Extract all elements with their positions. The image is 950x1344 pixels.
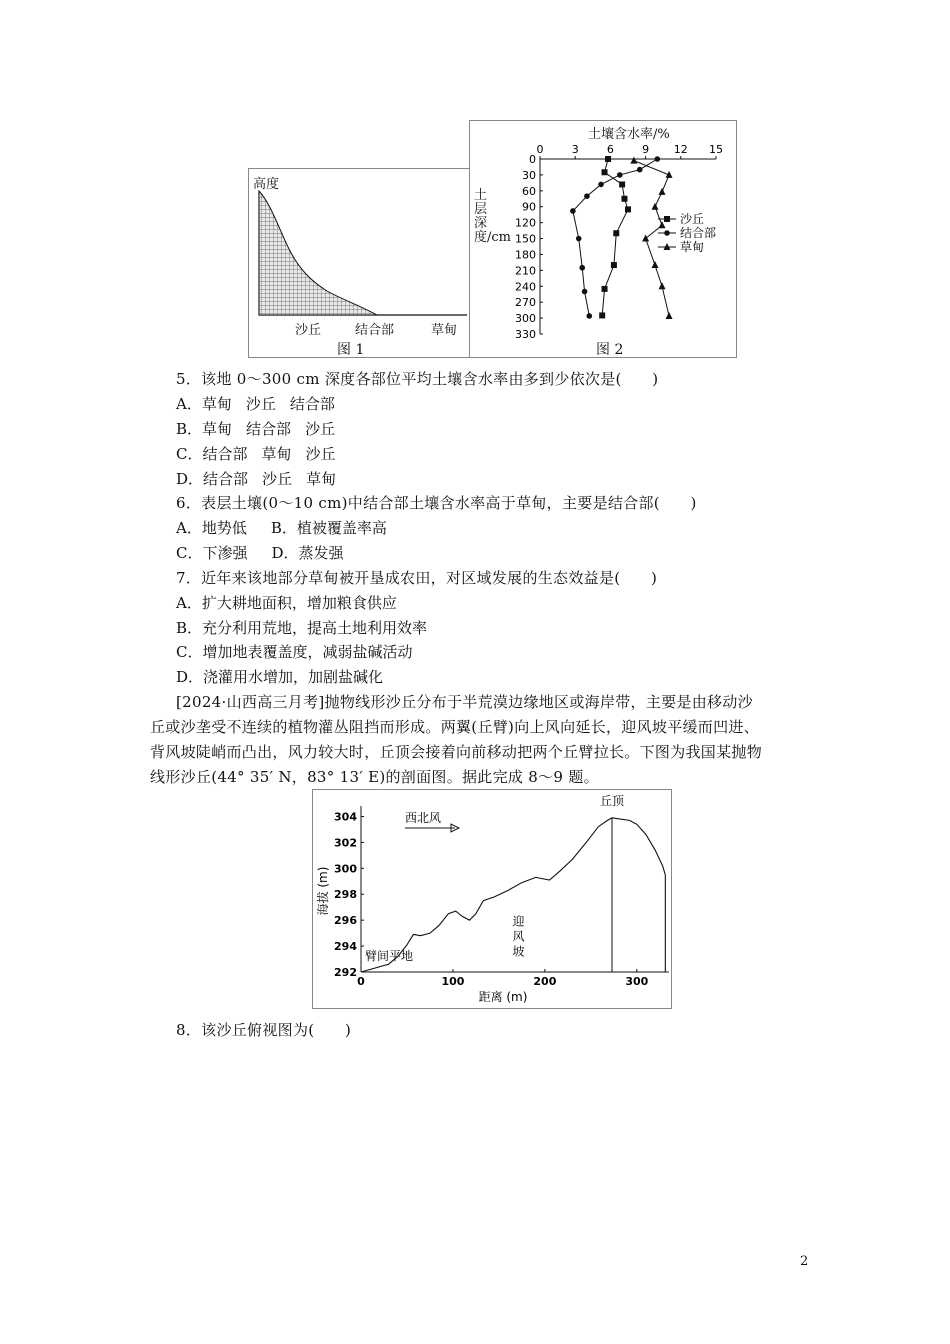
fig1-x-label-meadow: 草甸 bbox=[431, 323, 458, 338]
fig2-data-point bbox=[630, 157, 637, 164]
fig3-y-tick-label: 292 bbox=[334, 966, 357, 979]
fig2-legend-label: 草甸 bbox=[680, 240, 705, 254]
fig2-y-tick-label: 300 bbox=[515, 312, 536, 326]
fig2-x-tick-label: 15 bbox=[709, 143, 723, 156]
fig2-data-point bbox=[611, 262, 617, 268]
fig2-y-tick-label: 0 bbox=[529, 153, 536, 166]
fig2-title: 土壤含水率/% bbox=[588, 127, 670, 142]
fig2-legend-marker bbox=[664, 216, 670, 222]
passage-line-3: 背风坡陡峭而凸出，风力较大时，丘顶会接着向前移动把两个丘臂拉长。下图为我国某抛物 bbox=[150, 743, 763, 761]
fig3-y-tick-label: 300 bbox=[334, 862, 357, 876]
fig2-y-tick-label: 180 bbox=[515, 248, 536, 262]
fig2-legend-label: 结合部 bbox=[680, 226, 717, 240]
fig2-data-point bbox=[598, 182, 604, 188]
fig2-y-tick-label: 240 bbox=[515, 280, 536, 294]
fig2-data-point bbox=[579, 265, 585, 271]
fig2-y-label: 土层深度/cm bbox=[474, 188, 511, 245]
fig2-y-tick-label: 90 bbox=[522, 200, 536, 214]
fig1-terrain-profile bbox=[259, 191, 377, 315]
fig2-data-point bbox=[655, 156, 661, 162]
q6-row-1 bbox=[176, 517, 387, 538]
fig2-data-point bbox=[617, 172, 623, 178]
option-label: B． bbox=[176, 420, 203, 438]
option-part: 草甸 bbox=[261, 445, 292, 463]
q5-option-c[interactable] bbox=[176, 443, 336, 464]
fig3-chart bbox=[313, 790, 671, 1008]
q7-option-a[interactable]: A．扩大耕地面积，增加粮食供应 bbox=[176, 594, 397, 612]
fig2-x-tick-label: 6 bbox=[606, 143, 614, 156]
fig2-data-point bbox=[599, 312, 605, 318]
fig1-x-label-junction: 结合部 bbox=[355, 323, 395, 338]
option-part: 沙丘 bbox=[305, 445, 336, 463]
q6-option-a[interactable]: A．地势低 bbox=[176, 519, 247, 537]
fig2-y-tick-label: 210 bbox=[515, 264, 536, 278]
fig2-caption: 图 2 bbox=[596, 342, 624, 358]
passage-line-1: [2024·山西高三月考]抛物线形沙丘分布于半荒漠边缘地区或海岸带，主要是由移动沙 bbox=[176, 693, 753, 711]
fig2-data-point bbox=[613, 230, 619, 236]
q5-option-b[interactable] bbox=[176, 418, 335, 439]
figure-3-dune-profile bbox=[312, 789, 672, 1009]
option-label: D． bbox=[176, 470, 204, 488]
option-part: 沙丘 bbox=[245, 395, 276, 413]
option-label: A． bbox=[176, 395, 202, 413]
fig2-y-tick-label: 60 bbox=[522, 184, 536, 198]
fig2-data-point bbox=[582, 289, 588, 295]
fig3-x-axis-label: 距离 (m) bbox=[478, 990, 528, 1004]
page-number: 2 bbox=[800, 1254, 809, 1269]
fig2-data-point bbox=[651, 203, 658, 210]
fig3-x-tick-label: 100 bbox=[441, 975, 465, 988]
fig1-caption: 图 1 bbox=[337, 342, 365, 358]
question-8-stem: 8．该沙丘俯视图为( ) bbox=[176, 1021, 352, 1039]
option-part: 草甸 bbox=[306, 470, 337, 488]
fig2-y-tick-label: 30 bbox=[522, 168, 536, 182]
fig2-data-point bbox=[605, 156, 611, 162]
fig3-x-tick-label: 300 bbox=[625, 975, 649, 988]
question-5-stem: 5．该地 0～300 cm 深度各部位平均土壤含水率由多到少依次是( ) bbox=[176, 370, 659, 388]
fig2-x-tick-label: 0 bbox=[536, 143, 544, 156]
fig2-series-line bbox=[634, 161, 669, 316]
fig3-y-tick-label: 296 bbox=[334, 914, 357, 928]
fig2-data-point bbox=[621, 196, 627, 202]
fig3-windward-slope-label: 迎风坡 bbox=[511, 915, 525, 960]
fig2-data-point bbox=[602, 286, 608, 292]
option-label: C． bbox=[176, 445, 203, 463]
q6-option-b[interactable]: B．植被覆盖率高 bbox=[270, 519, 387, 537]
q6-option-d[interactable]: D．蒸发强 bbox=[271, 544, 344, 562]
fig3-x-tick-label: 200 bbox=[533, 975, 557, 988]
fig2-data-point bbox=[584, 193, 590, 199]
fig2-data-point bbox=[666, 312, 673, 319]
fig2-data-point bbox=[625, 206, 631, 212]
fig2-data-point bbox=[642, 235, 649, 242]
passage-line-2: 丘或沙垄受不连续的植物灌丛阻挡而形成。两翼(丘臂)向上风向延长，迎风坡平缓而凹进、 bbox=[150, 718, 760, 736]
fig2-data-point bbox=[619, 181, 625, 187]
fig2-y-tick-label: 120 bbox=[515, 216, 536, 230]
fig2-x-tick-label: 3 bbox=[571, 143, 579, 156]
fig3-y-axis-label: 海拔 (m) bbox=[316, 866, 330, 916]
option-part: 结合部 bbox=[246, 420, 292, 438]
fig3-wind-label: 西北风 bbox=[405, 811, 442, 825]
figure-1 bbox=[248, 168, 470, 358]
fig2-x-tick-label: 9 bbox=[642, 143, 650, 156]
fig3-interarm-flat-label: 臂间平地 bbox=[365, 949, 414, 963]
question-7-stem: 7．近年来该地部分草甸被开垦成农田，对区域发展的生态效益是( ) bbox=[176, 569, 658, 587]
fig2-data-point bbox=[659, 188, 666, 195]
fig3-y-tick-label: 304 bbox=[334, 810, 357, 824]
fig2-data-point bbox=[586, 313, 592, 319]
q7-option-b[interactable]: B．充分利用荒地，提高土地利用效率 bbox=[176, 619, 428, 637]
fig1-y-label: 高度 bbox=[253, 177, 280, 192]
fig3-y-tick-label: 294 bbox=[334, 940, 357, 954]
q6-option-c[interactable]: C．下渗强 bbox=[176, 544, 248, 562]
q7-option-c[interactable]: C．增加地表覆盖度，减弱盐碱活动 bbox=[176, 643, 413, 661]
fig2-y-tick-label: 330 bbox=[515, 328, 536, 341]
fig2-y-tick-label: 270 bbox=[515, 296, 536, 310]
fig2-x-tick-label: 12 bbox=[673, 143, 688, 156]
option-part: 结合部 bbox=[203, 470, 249, 488]
fig1-x-label-sand-dune: 沙丘 bbox=[295, 323, 322, 338]
fig2-y-tick-label: 150 bbox=[515, 232, 536, 246]
option-part: 沙丘 bbox=[305, 420, 336, 438]
option-part: 草甸 bbox=[201, 395, 232, 413]
fig2-data-point bbox=[659, 282, 666, 289]
fig3-summit-label: 丘顶 bbox=[599, 794, 625, 808]
question-6-stem: 6．表层土壤(0～10 cm)中结合部土壤含水率高于草甸，主要是结合部( ) bbox=[176, 494, 697, 512]
q5-option-a[interactable] bbox=[176, 393, 335, 414]
option-part: 结合部 bbox=[289, 395, 335, 413]
option-part: 沙丘 bbox=[262, 470, 293, 488]
q7-option-d[interactable]: D．浇灌用水增加，加剧盐碱化 bbox=[176, 668, 384, 686]
fig3-y-tick-label: 298 bbox=[334, 888, 357, 902]
fig2-legend-marker bbox=[664, 230, 670, 236]
fig2-data-point bbox=[602, 169, 608, 175]
fig2-data-point bbox=[659, 221, 666, 228]
q6-row-2 bbox=[176, 542, 344, 563]
fig3-x-tick-label: 0 bbox=[357, 975, 365, 988]
fig2-data-point bbox=[576, 236, 582, 242]
fig3-y-tick-label: 302 bbox=[334, 836, 357, 850]
fig2-legend-label: 沙丘 bbox=[680, 212, 705, 226]
option-part: 草甸 bbox=[202, 420, 233, 438]
fig2-chart bbox=[470, 121, 736, 357]
fig2-data-point bbox=[570, 208, 576, 214]
q5-option-d[interactable] bbox=[176, 468, 336, 489]
option-part: 结合部 bbox=[202, 445, 248, 463]
fig2-data-point bbox=[651, 261, 658, 268]
figure-2 bbox=[469, 120, 737, 358]
fig2-data-point bbox=[637, 167, 643, 173]
passage-line-4: 线形沙丘(44° 35′ N，83° 13′ E)的剖面图。据此完成 8～9 题。 bbox=[150, 768, 599, 786]
